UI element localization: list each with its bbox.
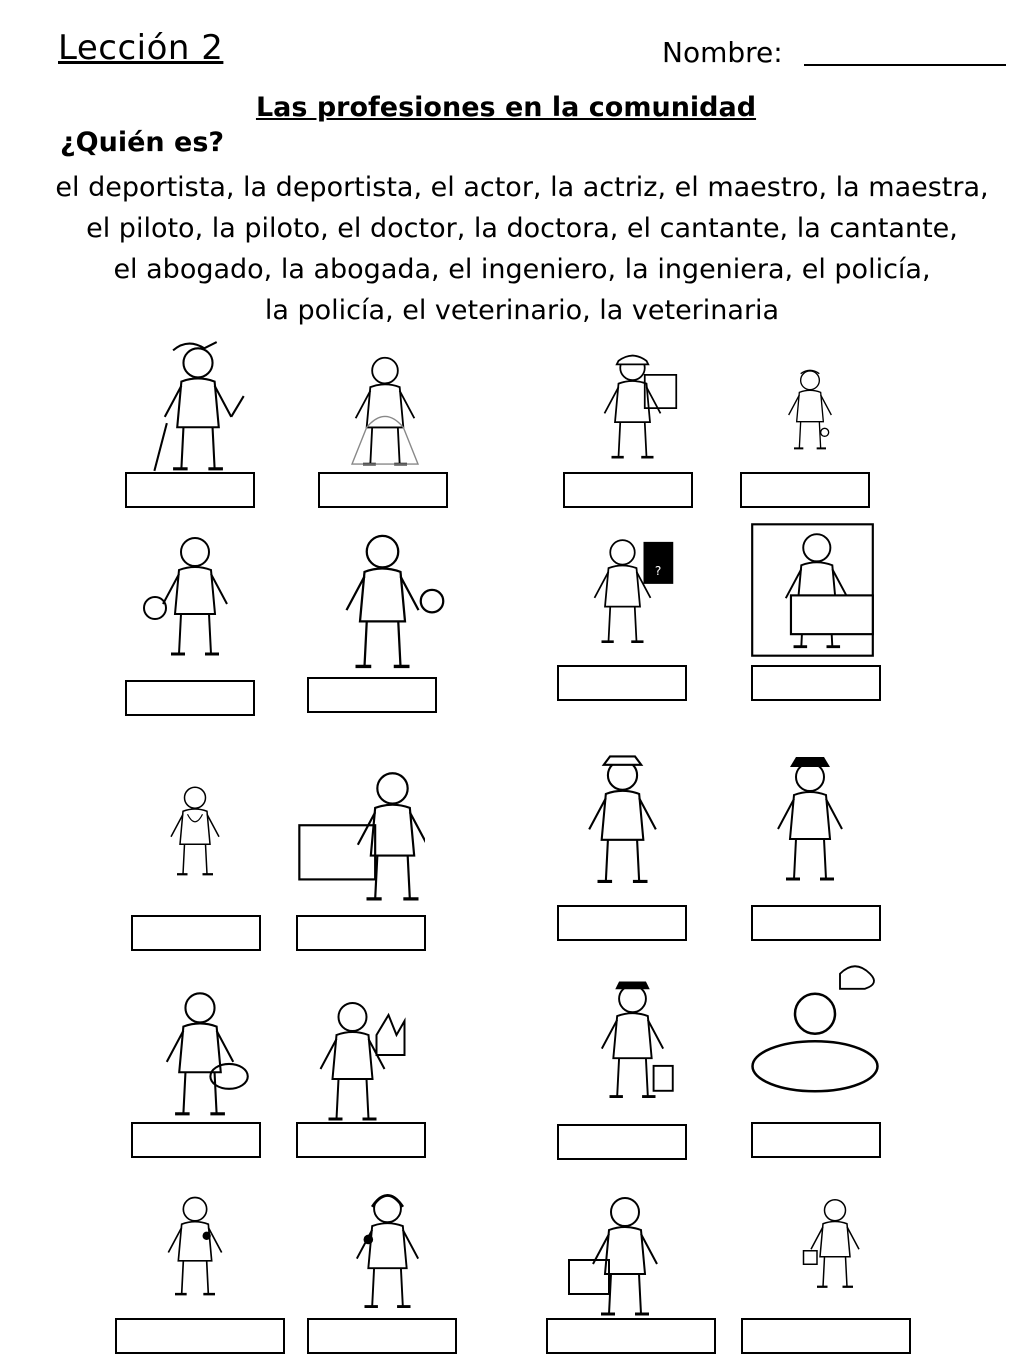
- answer-box[interactable]: [115, 1318, 285, 1354]
- svg-text:?: ?: [654, 564, 662, 579]
- name-label: Nombre:: [662, 36, 783, 69]
- answer-box[interactable]: [741, 1318, 911, 1354]
- answer-box[interactable]: [307, 1318, 457, 1354]
- answer-box[interactable]: [740, 472, 870, 508]
- male-athlete-icon: [315, 525, 450, 675]
- answer-box[interactable]: [125, 472, 255, 508]
- answer-box[interactable]: [751, 1122, 881, 1158]
- female-singer-icon: [330, 1175, 445, 1325]
- female-engineer-icon: [770, 345, 850, 473]
- word-bank-line: el deportista, la deportista, el actor, la actriz, el maestro, la maestra,: [55, 172, 989, 203]
- male-doctor-icon: [150, 750, 240, 910]
- actor-icon: [118, 340, 278, 475]
- answer-box[interactable]: [125, 680, 255, 716]
- male-veterinarian-icon: [130, 985, 270, 1120]
- name-blank-line[interactable]: [804, 64, 1006, 66]
- answer-box[interactable]: [318, 472, 448, 508]
- answer-box[interactable]: [296, 915, 426, 951]
- word-bank-line: el abogado, la abogada, el ingeniero, la ingeniera, el policía,: [113, 254, 931, 285]
- answer-box[interactable]: [557, 905, 687, 941]
- answer-box[interactable]: [557, 1124, 687, 1160]
- lesson-title: Lección 2: [58, 28, 224, 68]
- answer-box[interactable]: [307, 677, 437, 713]
- question-prompt: ¿Quién es?: [60, 127, 225, 158]
- male-engineer-icon: [580, 338, 685, 473]
- actress-icon: [330, 345, 440, 475]
- male-lawyer-icon: [565, 1190, 685, 1320]
- answer-box[interactable]: [751, 905, 881, 941]
- answer-box[interactable]: [131, 1122, 261, 1158]
- male-pilot-icon: [575, 960, 690, 1120]
- female-doctor-icon: [295, 760, 425, 910]
- answer-box[interactable]: [751, 665, 881, 701]
- female-lawyer-icon: [790, 1165, 880, 1320]
- male-teacher-icon: [570, 520, 675, 660]
- answer-box[interactable]: [557, 665, 687, 701]
- female-teacher-icon: [745, 520, 880, 660]
- answer-box[interactable]: [546, 1318, 716, 1354]
- female-police-officer-icon: [750, 735, 870, 905]
- worksheet-title: Las profesiones en la comunidad: [255, 92, 757, 123]
- female-veterinarian-icon: [280, 995, 425, 1125]
- word-bank-line: el piloto, la piloto, el doctor, la doctora, el cantante, la cantante,: [86, 213, 958, 244]
- word-bank: [20, 167, 1024, 331]
- male-singer-icon: [145, 1170, 245, 1320]
- word-bank-line: la policía, el veterinario, la veterinaria: [264, 295, 780, 326]
- female-pilot-icon: [740, 950, 890, 1120]
- female-athlete-icon: [135, 520, 255, 670]
- answer-box[interactable]: [296, 1122, 426, 1158]
- male-police-officer-icon: [560, 735, 685, 905]
- answer-box[interactable]: [563, 472, 693, 508]
- answer-box[interactable]: [131, 915, 261, 951]
